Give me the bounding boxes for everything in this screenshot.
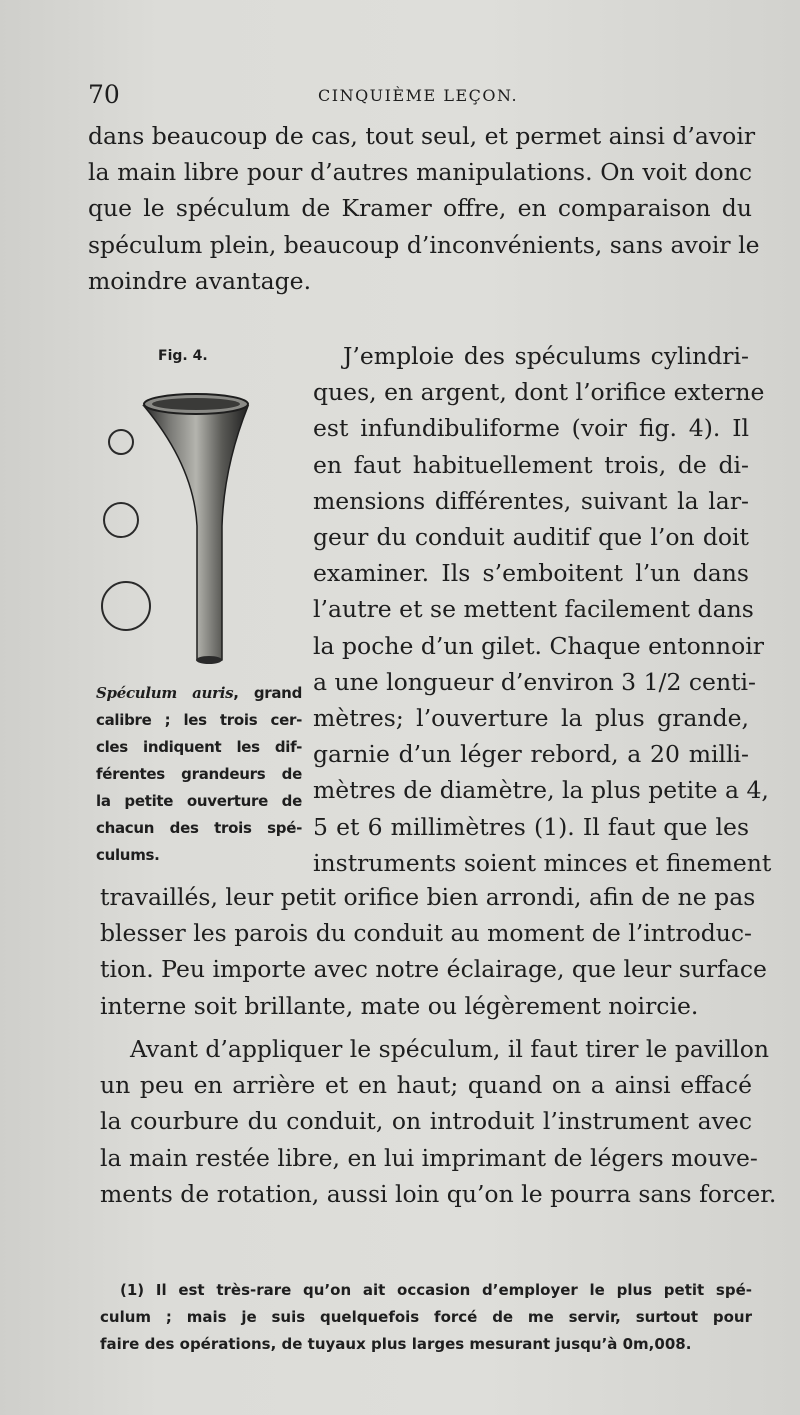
text-line: moindre avantage. (88, 266, 312, 295)
paragraph-2 (313, 338, 772, 881)
text-line: l’autre et se mettent facilement dans (313, 595, 754, 624)
figure-caption (96, 680, 302, 869)
text-line: ques, en argent, dont l’orifice externe (313, 378, 765, 407)
running-head (88, 80, 748, 114)
text-line: la courbure du conduit, on introduit l’instrument avec (100, 1107, 752, 1136)
speculum-funnel-shape (144, 394, 248, 664)
text-line: 5 et 6 millimètres (1). Il faut que les (313, 812, 749, 841)
small-opening-circle (109, 430, 133, 454)
caption-line: la petite ouverture de (96, 792, 302, 810)
footnote-line: faire des opérations, de tuyaux plus larges mesurant jusqu’à 0m,008. (100, 1335, 692, 1353)
speculum-illustration (96, 376, 302, 676)
caption-line (96, 680, 302, 707)
caption-line: culums. (96, 846, 160, 864)
text-line: blesser les parois du conduit au moment de l’introduc- (100, 919, 752, 948)
text-line: un peu en arrière et en haut; quand on a ainsi effacé (100, 1071, 752, 1100)
page-number: 70 (88, 80, 120, 109)
text-line: mètres; l’ouverture la plus grande, (313, 704, 749, 733)
caption-text: , grand (233, 684, 303, 702)
text-line: est infundibuliforme (voir fig. 4). Il (313, 414, 749, 443)
paragraph-1 (88, 118, 760, 299)
text-line: Avant d’appliquer le spéculum, il faut tirer le pavillon (130, 1035, 769, 1063)
text-line: en faut habituellement trois, de di- (313, 450, 749, 479)
text-line: la main restée libre, en lui imprimant de légers mouve- (100, 1143, 758, 1172)
footnote (100, 1277, 752, 1358)
caption-line: chacun des trois spé- (96, 819, 302, 837)
caption-italic: Spéculum auris (96, 684, 234, 702)
caption-line: férentes grandeurs de (96, 765, 302, 783)
caption-line: calibre ; les trois cer- (96, 711, 302, 729)
medium-opening-circle (104, 503, 138, 537)
text-line: garnie d’un léger rebord, a 20 milli- (313, 740, 749, 769)
figure-4 (96, 340, 302, 870)
text-line: spéculum plein, beaucoup d’inconvénients, sans avoir le (88, 230, 760, 259)
text-line: geur du conduit auditif que l’on doit (313, 523, 749, 552)
text-line: tion. Peu importe avec notre éclairage, que leur surface (100, 955, 767, 984)
text-line: mètres de diamètre, la plus petite a 4, (313, 776, 769, 805)
text-line: J’emploie des spéculums cylindri- (343, 342, 749, 370)
paragraph-4 (100, 1031, 777, 1212)
text-line: travaillés, leur petit orifice bien arrondi, afin de ne pas (100, 883, 756, 911)
text-line: la poche d’un gilet. Chaque entonnoir (313, 631, 764, 660)
text-line: instruments soient minces et finement (313, 848, 772, 877)
large-opening-circle (102, 582, 150, 630)
text-line: interne soit brillante, mate ou légèrement noircie. (100, 991, 699, 1020)
paragraph-3 (100, 879, 767, 1024)
footnote-line: (1) Il est très-rare qu’on ait occasion d’employer le plus petit spé- (120, 1281, 752, 1299)
figure-label: Fig. 4. (158, 348, 208, 364)
text-line: examiner. Ils s’emboitent l’un dans (313, 559, 749, 588)
text-line: que le spéculum de Kramer offre, en comparaison du (88, 194, 752, 223)
text-line: ments de rotation, aussi loin qu’on le pourra sans forcer. (100, 1179, 777, 1208)
text-line: a une longueur d’environ 3 1/2 centi- (313, 667, 757, 696)
text-line: la main libre pour d’autres manipulations. On voit donc (88, 158, 752, 187)
caption-line: cles indiquent les dif- (96, 738, 302, 756)
text-line: mensions différentes, suivant la lar- (313, 486, 749, 515)
text-line: dans beaucoup de cas, tout seul, et permet ainsi d’avoir (88, 122, 756, 150)
footnote-line: culum ; mais je suis quelquefois forcé de me servir, surtout pour (100, 1308, 752, 1326)
running-title: CINQUIÈME LEÇON. (318, 86, 519, 105)
